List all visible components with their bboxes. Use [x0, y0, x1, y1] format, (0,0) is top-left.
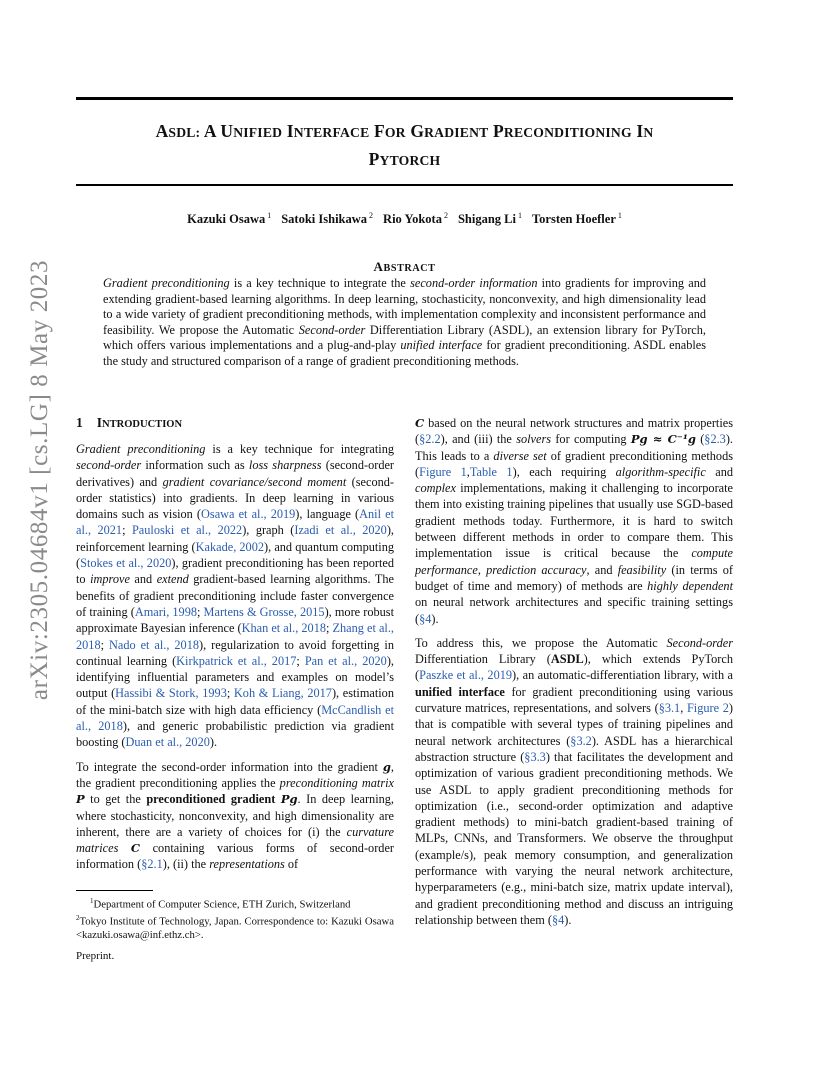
footnote-rule	[76, 890, 153, 891]
citation-link[interactable]: Pan et al., 2020	[304, 653, 387, 668]
citation-link[interactable]: Pauloski et al., 2022	[131, 523, 243, 538]
text-run: ;	[296, 653, 305, 668]
italic-text: prediction accuracy	[486, 562, 587, 577]
citation-link[interactable]: Hassibi & Stork, 1993	[115, 686, 227, 701]
text-run: ), each requiring	[512, 464, 616, 479]
author	[187, 212, 271, 226]
text-run: ), graph (	[242, 523, 295, 538]
text-run: ). ASDL has a hierarchical abstraction structure (	[415, 733, 733, 764]
text-run: ).	[564, 912, 572, 927]
italic-text: Second-order	[666, 635, 733, 650]
text-run: ).	[209, 735, 218, 750]
title-line-1: ASDL: A UNIFIED INTERFACE FOR GRADIENT PRECONDITIONING IN	[155, 121, 654, 141]
text-run: for gradient preconditioning. ASDL enables the study and structured comparison of a range of gradient preconditioning methods.	[103, 338, 707, 368]
text-run: ), gradient preconditioning has been reported to	[76, 556, 394, 587]
author	[458, 212, 522, 226]
author-name: Kazuki Osawa	[187, 212, 266, 227]
author-name: Shigang Li	[457, 212, 516, 227]
text-run: for gradient preconditioning using various curvature matrices, representations, and solvers (	[415, 684, 733, 716]
author-name: Torsten Hoefler	[531, 212, 616, 227]
preprint-notice: Preprint.	[76, 950, 115, 962]
author-affiliation-mark: 1	[265, 211, 272, 220]
citation-link[interactable]: Zhang et al., 2018	[76, 621, 394, 652]
text-run: is a key technique to integrate the	[229, 276, 411, 290]
text-run: To integrate the second-order information into the gradient	[76, 759, 383, 774]
italic-text: loss sharpness	[248, 458, 322, 473]
text-run: (in terms of budget of time and memory) of methods are	[415, 562, 733, 593]
italic-text: second-order information	[410, 276, 538, 290]
abstract-heading: ABSTRACT	[373, 259, 436, 274]
author-list	[76, 211, 733, 227]
author-affiliation-mark: 1	[615, 211, 622, 220]
text-run: . In deep learning, where stochasticity, nonconvexity, and high dimensionality are inherent, there are a variety of choices for (i) the	[76, 792, 394, 839]
text-run: information such as	[141, 458, 249, 473]
text-run: is a key technique for integrating	[205, 442, 394, 456]
citation-link[interactable]: §3.2	[570, 733, 592, 748]
author-affiliation-mark: 2	[367, 211, 374, 220]
text-run: (second-order statistics) into gradients. In deep learning in various domains such as vision (	[76, 474, 394, 522]
text-run: ), regularization to avoid forgetting in continual learning (	[76, 637, 394, 668]
italic-text: curvature matrices	[76, 824, 394, 856]
citation-link[interactable]: Paszke et al., 2019	[419, 668, 513, 683]
text-run: ;	[100, 637, 109, 652]
text-run: for computing	[551, 432, 631, 447]
citation-link[interactable]: §4	[551, 912, 565, 927]
citation-link[interactable]: Nado et al., 2018	[108, 637, 199, 652]
text-run: ,	[680, 701, 687, 716]
text-run: ,	[477, 562, 487, 577]
italic-text: improve	[90, 572, 130, 587]
footnotes	[76, 895, 394, 943]
italic-text: highly dependent	[647, 578, 733, 593]
text-run: ;	[326, 621, 333, 636]
footnote-2	[76, 912, 394, 943]
text-run: based on the neural network structures and matrix properties (	[415, 416, 733, 447]
italic-text: Gradient preconditioning	[76, 442, 206, 456]
math-symbol: Pg ≈ C⁻¹g	[630, 432, 696, 447]
text-run: ), an automatic-differentiation library, with a	[512, 668, 733, 683]
citation-link[interactable]: Izadi et al., 2020	[294, 523, 387, 538]
citation-link[interactable]: §2.1	[141, 857, 163, 872]
citation-link[interactable]: §3.3	[524, 749, 546, 764]
left-column	[76, 415, 394, 873]
title-rule-top	[76, 97, 733, 100]
author-affiliation-mark: 1	[515, 211, 522, 220]
intro-paragraph-2	[76, 759, 394, 873]
italic-text: Gradient preconditioning	[103, 276, 230, 290]
italic-text: gradient covariance/second moment	[162, 474, 347, 489]
footnote-mark: 2	[76, 914, 80, 923]
intro-paragraph-3	[415, 415, 733, 627]
math-symbol: P	[76, 792, 85, 807]
italic-text: second-order	[76, 458, 142, 473]
italic-text: algorithm-specific	[615, 464, 706, 479]
italic-text: feasibility	[617, 562, 667, 577]
author-affiliation-mark: 2	[441, 211, 448, 220]
citation-link[interactable]: Table 1	[469, 464, 513, 479]
citation-link[interactable]: Duan et al., 2020	[125, 735, 210, 750]
footnote-text: Department of Computer Science, ETH Zurich, Switzerland	[93, 898, 351, 911]
bold-text: ASDL	[550, 652, 584, 667]
citation-link[interactable]: Figure 1	[419, 464, 467, 479]
text-run: ), and generic probabilistic prediction via gradient boosting (	[76, 719, 394, 750]
italic-text: diverse set	[493, 448, 547, 463]
paper-title	[76, 118, 733, 174]
text-run: gradient-based learning algorithms. The benefits of gradient preconditioning include faster convergence of training (	[76, 572, 395, 619]
italic-text: representations	[209, 857, 285, 872]
math-symbol: g	[382, 759, 391, 774]
italic-text: extend	[156, 572, 189, 587]
text-run: ,	[466, 464, 470, 479]
text-run: (second-order derivatives) and	[76, 458, 395, 489]
text-run: ), and (iii) the	[440, 432, 517, 447]
arxiv-identifier-stamp: arXiv:2305.04684v1 [cs.LG] 8 May 2023	[26, 259, 53, 701]
text-run: containing various forms of second-order information (	[76, 841, 394, 872]
citation-link[interactable]: §4	[419, 611, 432, 626]
text-run: , and	[586, 562, 618, 577]
citation-link[interactable]: Figure 2	[686, 701, 729, 716]
italic-text: unified interface	[400, 338, 483, 352]
footnote-mark: 1	[90, 897, 94, 905]
author-name: Rio Yokota	[383, 212, 442, 227]
citation-link[interactable]: §3.1	[658, 701, 681, 716]
author	[532, 212, 622, 226]
text-run: of gradient preconditioning methods (	[415, 448, 734, 479]
text-run: ), language (	[295, 507, 360, 522]
bold-text: unified interface	[415, 684, 505, 699]
text-run: implementations, making it challenging to incorporate them into existing training pipelines that usually use SGD-based gradient methods today. Furthermore, it is hard to switch between different methods in order to compare them. This implementation issue is critical because the	[415, 481, 733, 561]
text-run: (	[695, 432, 705, 447]
section-number: 1	[76, 415, 83, 430]
math-symbol: Pg	[280, 792, 298, 807]
citation-link[interactable]: §2.2	[419, 432, 441, 447]
text-run: Differentiation Library (ASDL), an extension library for PyTorch, which offers various implementations and a plug-and-play	[103, 322, 706, 352]
text-run: ;	[226, 686, 234, 701]
text-run: , the gradient preconditioning applies the	[76, 759, 394, 790]
text-run: ).	[431, 611, 439, 626]
citation-link[interactable]: Koh & Liang, 2017	[233, 686, 332, 701]
text-run: ;	[122, 523, 132, 538]
text-run: ). This leads to a	[415, 432, 733, 463]
italic-text: solvers	[516, 432, 552, 447]
italic-text: Second-order	[298, 322, 366, 337]
citation-link[interactable]: Kakade, 2002	[195, 539, 265, 554]
math-symbol: C	[415, 416, 425, 430]
title-line-2: PYTORCH	[368, 149, 441, 169]
author	[281, 212, 373, 226]
citation-link[interactable]: McCandlish et al., 2018	[76, 702, 394, 734]
text-run: ), which extends PyTorch (	[415, 652, 733, 683]
citation-link[interactable]: Kirkpatrick et al., 2017	[176, 653, 297, 668]
citation-link[interactable]: Stokes et al., 2020	[80, 556, 172, 571]
citation-link[interactable]: Martens & Grosse, 2015	[203, 604, 325, 619]
text-run: of	[284, 857, 299, 872]
section-title: INTRODUCTION	[96, 415, 183, 430]
text-run: and	[705, 464, 733, 479]
citation-link[interactable]: Amari, 1998	[134, 604, 198, 619]
text-run: ), and quantum computing (	[76, 539, 395, 571]
text-run: ) that facilitates the development and optimization of various gradient preconditioning methods. We use ASDL to apply gradient preconditioning methods for optimization (i.e., second-order optimization and adaptive gradient methods) to mini-batch gradient-based training of MLPs, CNNs, and Transformers. We observe the throughput (example/s), peak memory consumption, and generalization performance with varying the neural network architecture, hyperparameters (e.g., mini-batch size, matrix update interval), and gradient preconditioning method and discuss an intriguing relationship between them (	[415, 749, 733, 927]
text-run: ), more robust approximate Bayesian inference (	[76, 604, 394, 636]
section-heading-introduction	[76, 415, 394, 433]
author-name: Satoki Ishikawa	[281, 212, 368, 227]
italic-text: preconditioning matrix	[279, 775, 395, 790]
text-run: ), estimation of the mini-batch size with high data efficiency (	[76, 686, 394, 717]
intro-paragraph-4	[415, 635, 733, 928]
citation-link[interactable]: §2.3	[704, 432, 726, 447]
footnote-text: Tokyo Institute of Technology, Japan. Correspondence to: Kazuki Osawa <kazuki.osawa@inf.ethz.ch>.	[76, 915, 394, 942]
text-run: Differentiation Library (	[415, 652, 551, 667]
text-run: and	[129, 572, 157, 587]
text-run: ), reinforcement learning (	[76, 523, 394, 554]
text-run: on neural network architectures and specific training settings (	[415, 595, 733, 626]
footnote-1	[76, 895, 394, 912]
bold-text: preconditioned gradient	[146, 792, 276, 807]
citation-link[interactable]: Anil et al., 2021	[76, 507, 394, 538]
italic-text: complex	[415, 481, 456, 496]
text-run: to get the	[84, 792, 147, 807]
text-run: ), identifying influential parameters and examples on model’s output (	[76, 653, 394, 701]
intro-paragraph-1	[76, 441, 394, 751]
citation-link[interactable]: Khan et al., 2018	[241, 621, 326, 636]
text-run: ), (ii) the	[162, 857, 210, 872]
title-rule-bottom	[76, 184, 733, 186]
text-run: ;	[197, 604, 204, 619]
math-symbol: C	[130, 841, 141, 856]
text-run	[118, 841, 131, 855]
abstract-body	[103, 276, 706, 369]
author	[383, 212, 448, 226]
text-run: into gradients for improving and extending gradient-based learning algorithms. In deep learning, stochasticity, nonconvexity, and high dimensionality lead to a wide variety of gradient preconditioning methods, with implementation complexity and inconsistent performance and feasibility. We propose the Automatic	[103, 276, 706, 337]
italic-text: compute performance	[415, 546, 733, 577]
right-column	[415, 415, 733, 928]
citation-link[interactable]: Osawa et al., 2019	[201, 507, 296, 522]
text-run: ) that is compatible with several types of training pipelines and neural network architectures (	[415, 701, 733, 748]
text-run: To address this, we propose the Automatic	[415, 635, 667, 650]
